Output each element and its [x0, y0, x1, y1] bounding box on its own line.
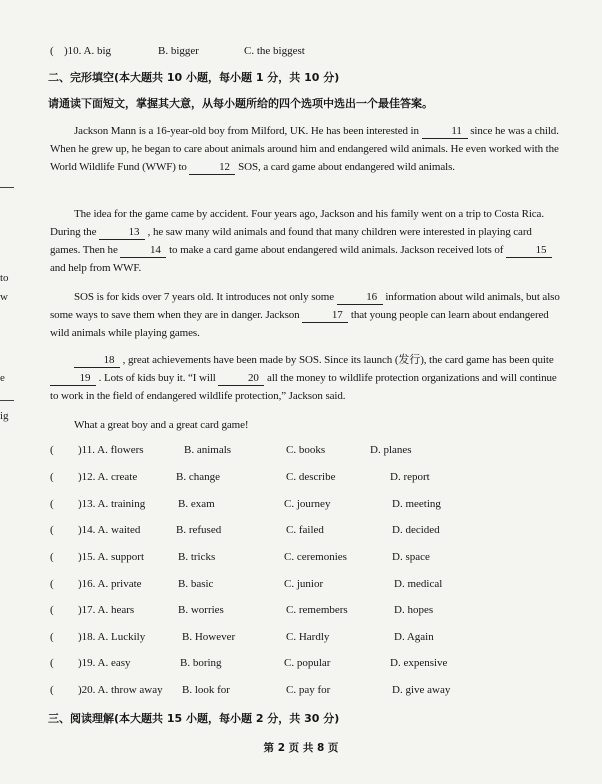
- blank-19: 19: [50, 372, 96, 386]
- blank-17: 17: [302, 309, 348, 323]
- section-instruction: 请通读下面短文，掌握其大意，从每小题所给的四个选项中选出一个最佳答案。: [48, 97, 433, 110]
- answer-paren: (: [50, 498, 54, 510]
- question-number: )18. A. Luckily: [78, 631, 146, 643]
- question-number: )15. A. support: [78, 551, 144, 563]
- margin-fragment: to: [0, 272, 9, 284]
- blank-14: 14: [120, 244, 166, 258]
- answer-paren: (: [50, 45, 54, 57]
- margin-fragment: w: [0, 291, 8, 303]
- answer-paren: (: [50, 631, 54, 643]
- passage-paragraph-2: [50, 205, 560, 277]
- blank-16: 16: [337, 291, 383, 305]
- answer-paren: (: [50, 444, 54, 456]
- passage-text: information about wild animals, but also some ways to save them when they are in danger. Jackson: [50, 291, 560, 321]
- blank-18: 18: [74, 354, 120, 368]
- passage-text: SOS is for kids over 7 years old. It introduces not only some: [74, 291, 335, 303]
- option-d: D. decided: [392, 524, 440, 536]
- option-c: C. books: [286, 444, 326, 456]
- option-c: C. Hardly: [286, 631, 330, 643]
- option-c: C. journey: [284, 498, 331, 510]
- question-row: [48, 444, 568, 460]
- passage-text: to make a card game about endangered wild animals. Jackson received lots of: [169, 244, 504, 256]
- answer-paren: (: [50, 578, 54, 590]
- option-b: B. tricks: [178, 551, 216, 563]
- answer-paren: (: [50, 657, 54, 669]
- option-c: C. junior: [284, 578, 324, 590]
- passage-paragraph-3: [50, 288, 560, 342]
- question-row: [48, 604, 568, 620]
- question-number: )13. A. training: [78, 498, 146, 510]
- passage-paragraph-5: [50, 416, 560, 434]
- question-row: [48, 578, 568, 594]
- blank-20: 20: [218, 372, 264, 386]
- question-row: [48, 684, 568, 700]
- option-b: B. change: [176, 471, 220, 483]
- option-c: C. pay for: [286, 684, 331, 696]
- option-b: B. However: [182, 631, 236, 643]
- option-b: B. basic: [178, 578, 214, 590]
- option-d: D. space: [392, 551, 430, 563]
- question-number: )19. A. easy: [78, 657, 131, 669]
- question-row: [48, 471, 568, 487]
- answer-paren: (: [50, 684, 54, 696]
- answer-paren: (: [50, 551, 54, 563]
- passage-text: The idea for the game came by accident. Four years ago, Jackson and his family went on a trip to Costa Rica. During the: [50, 208, 544, 238]
- passage-text: and help from WWF.: [50, 262, 142, 274]
- option-b: B. bigger: [158, 45, 199, 57]
- option-d: D. report: [390, 471, 430, 483]
- section-heading: 三、阅读理解(本大题共 15 小题，每小题 2 分，共 30 分): [48, 712, 340, 725]
- question-row: [48, 498, 568, 514]
- option-b: B. worries: [178, 604, 224, 616]
- blank-11: 11: [422, 125, 468, 139]
- option-c: C. popular: [284, 657, 331, 669]
- option-c: C. the biggest: [244, 45, 305, 57]
- option-c: C. remembers: [286, 604, 348, 616]
- option-d: D. give away: [392, 684, 451, 696]
- passage-text: What a great boy and a great card game!: [74, 419, 249, 431]
- question-row: [48, 631, 568, 647]
- option-d: D. medical: [394, 578, 443, 590]
- passage-text: SOS, a card game about endangered wild animals.: [238, 161, 455, 173]
- question-number: )16. A. private: [78, 578, 142, 590]
- page-number: 第 2 页 共 8 页: [263, 742, 339, 754]
- question-number: )12. A. create: [78, 471, 138, 483]
- question-row-10: [48, 45, 568, 61]
- blank-15: 15: [506, 244, 552, 258]
- passage-text: Jackson Mann is a 16-year-old boy from Milford, UK. He has been interested in: [74, 125, 419, 137]
- question-number: )14. A. waited: [78, 524, 141, 536]
- passage-paragraph-1: [50, 122, 560, 176]
- passage-text: that young people can learn about endangered wild animals while playing games.: [50, 309, 549, 339]
- question-number: )10. A. big: [64, 45, 112, 57]
- option-d: D. expensive: [390, 657, 448, 669]
- option-b: B. animals: [184, 444, 232, 456]
- question-row: [48, 524, 568, 540]
- passage-paragraph-4: [50, 351, 560, 405]
- passage-text: . Lots of kids buy it. “I will: [98, 372, 216, 384]
- blank-13: 13: [99, 226, 145, 240]
- option-b: B. look for: [182, 684, 230, 696]
- margin-rule: [0, 187, 14, 188]
- option-b: B. boring: [180, 657, 222, 669]
- answer-paren: (: [50, 604, 54, 616]
- option-d: D. Again: [394, 631, 434, 643]
- option-c: C. ceremonies: [284, 551, 347, 563]
- option-c: C. describe: [286, 471, 336, 483]
- passage-text: , he saw many wild animals and found that many children were interested in playing card games. Then he: [50, 226, 532, 256]
- margin-fragment: ig: [0, 410, 9, 422]
- question-row: [48, 551, 568, 567]
- section-heading: 二、完形填空(本大题共 10 小题，每小题 1 分，共 10 分): [48, 71, 340, 84]
- option-d: D. planes: [370, 444, 412, 456]
- answer-paren: (: [50, 471, 54, 483]
- question-row: [48, 657, 568, 673]
- answer-paren: (: [50, 524, 54, 536]
- option-d: D. meeting: [392, 498, 441, 510]
- option-d: D. hopes: [394, 604, 434, 616]
- margin-fragment: e: [0, 372, 5, 384]
- option-c: C. failed: [286, 524, 324, 536]
- passage-text: all the money to wildlife protection organizations and will continue to work in the field of endangered wildlife protection,” Jackson said.: [50, 372, 557, 402]
- question-number: )17. A. hears: [78, 604, 135, 616]
- margin-rule: [0, 400, 14, 401]
- blank-12: 12: [189, 161, 235, 175]
- question-number: )20. A. throw away: [78, 684, 163, 696]
- passage-text: , great achievements have been made by SOS. Since its launch (发行), the card game has been quite: [122, 354, 554, 366]
- passage-text: since he was a child. When he grew up, he began to care about animals around him and endangered wild animals. He even worked with the World Wildlife Fund (WWF) to: [50, 125, 559, 173]
- question-number: )11. A. flowers: [78, 444, 144, 456]
- option-b: B. exam: [178, 498, 215, 510]
- option-b: B. refused: [176, 524, 222, 536]
